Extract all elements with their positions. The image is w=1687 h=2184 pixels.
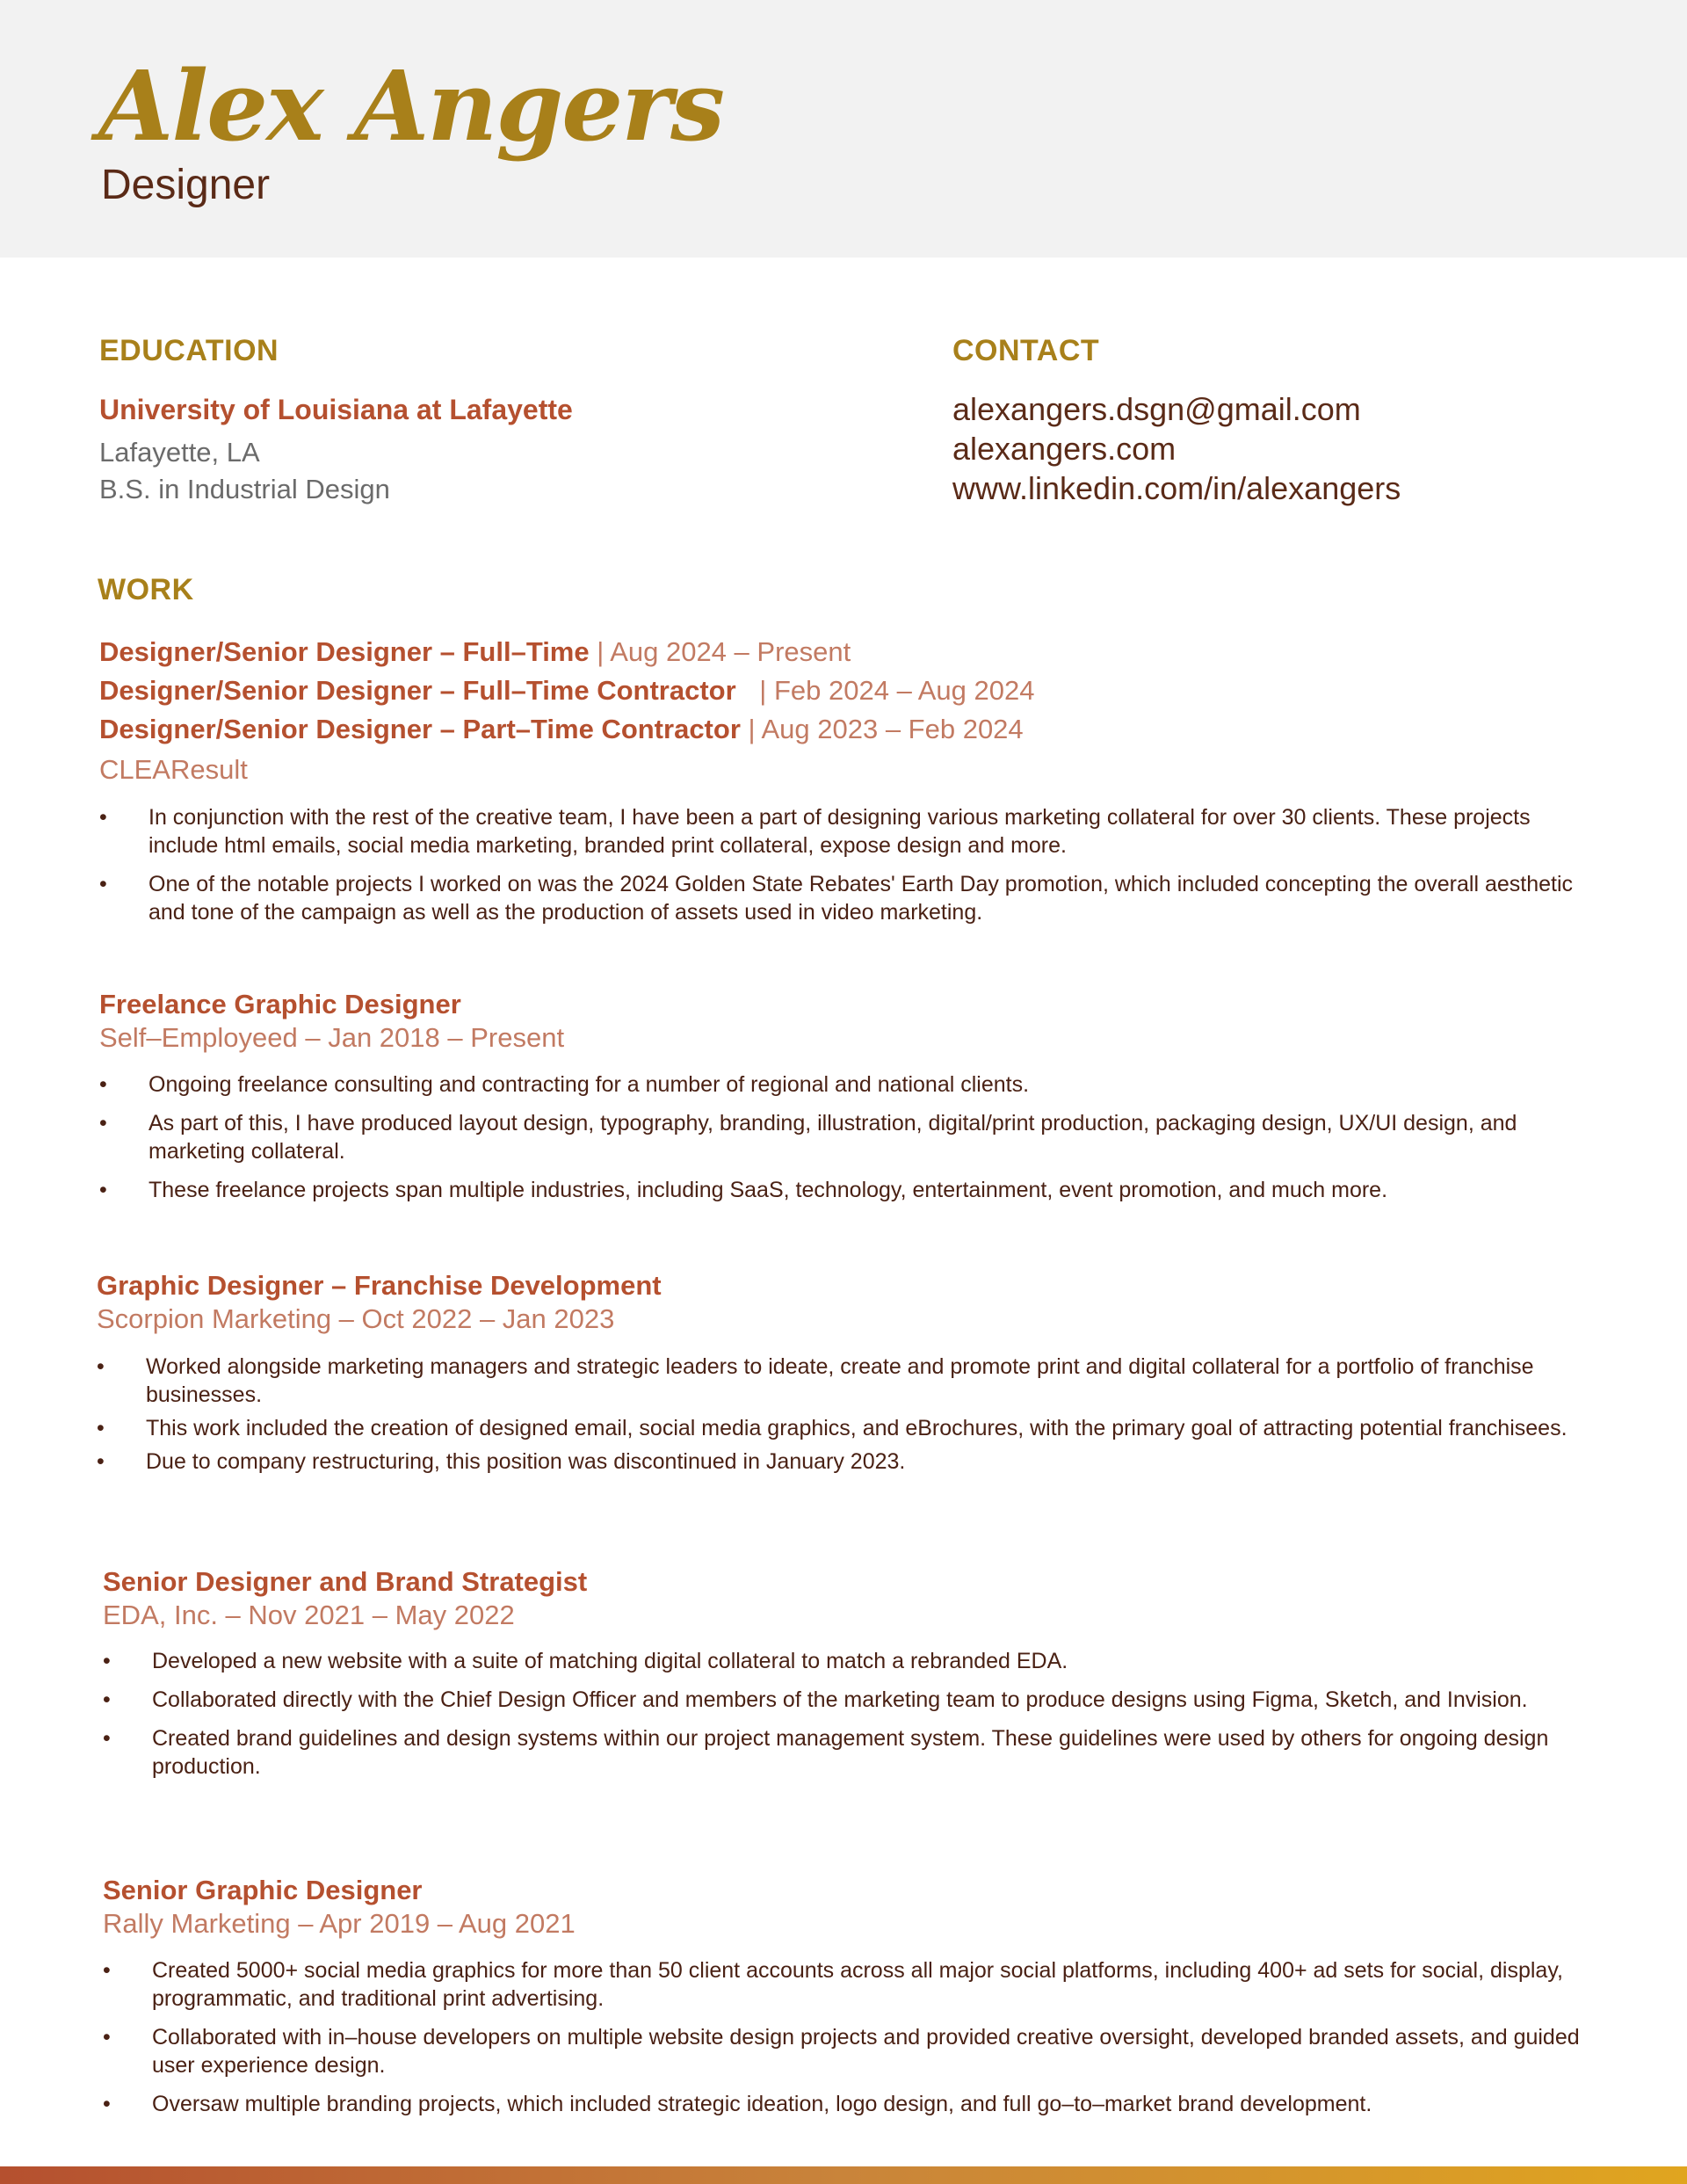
job-subtitle: Rally Marketing – Apr 2019 – Aug 2021 [103,1908,576,1939]
job-title: Graphic Designer – Franchise Development [97,1270,662,1301]
job-role-line [99,714,1024,745]
resume-name: Alex Angers [98,49,724,163]
job-role-line [99,636,851,668]
list-item: • Oversaw multiple branding projects, which included strategic ideation, logo design, and full go–to–market brand development. [103,2090,1596,2118]
list-item: • Developed a new website with a suite of matching digital collateral to match a rebranded EDA. [103,1647,1596,1675]
list-item: • In conjunction with the rest of the creative team, I have been a part of designing various marketing collateral for over 30 clients. These projects include html emails, social media marketing, branded print collateral, expose design and more. [99,803,1593,860]
job-role-dates: | Feb 2024 – Aug 2024 [759,675,1035,706]
job-bullet-list [99,1070,1593,1215]
job-bullet-list [103,1647,1596,1791]
header-band [0,0,1687,258]
resume-role: Designer [101,162,271,208]
job-company: CLEAResult [99,754,248,785]
contact-website[interactable]: alexangers.com [952,431,1177,467]
job-role-line [99,675,1034,707]
job-role-title: Designer/Senior Designer – Part–Time Contractor [99,714,741,744]
list-item: • This work included the creation of designed email, social media graphics, and eBrochures, with the primary goal of attracting potential franchisees. [97,1414,1608,1442]
job-role-title: Designer/Senior Designer – Full–Time [99,636,590,667]
list-item: • Created 5000+ social media graphics for more than 50 client accounts across all major social platforms, including 400+ ad sets for social, display, programmatic, and traditional print advertising. [103,1956,1596,2013]
job-role-title: Designer/Senior Designer – Full–Time Contractor [99,675,736,706]
contact-email[interactable]: alexangers.dsgn@gmail.com [952,391,1361,427]
job-subtitle: EDA, Inc. – Nov 2021 – May 2022 [103,1600,515,1630]
footer-gradient-bar [0,2166,1687,2184]
job-role-dates: | Aug 2024 – Present [597,636,851,667]
job-bullet-list [99,803,1593,937]
education-school: University of Louisiana at Lafayette [99,394,573,425]
work-heading: WORK [98,573,194,606]
list-item: • As part of this, I have produced layout design, typography, branding, illustration, digital/print production, packaging design, UX/UI design, and marketing collateral. [99,1109,1593,1165]
list-item: • Collaborated directly with the Chief Design Officer and members of the marketing team to produce designs using Figma, Sketch, and Invision. [103,1686,1596,1714]
job-subtitle: Scorpion Marketing – Oct 2022 – Jan 2023 [97,1303,615,1334]
education-heading: EDUCATION [99,334,279,367]
job-title: Senior Graphic Designer [103,1875,423,1905]
job-bullet-list [103,1956,1596,2129]
education-degree: B.S. in Industrial Design [99,474,390,504]
list-item: • These freelance projects span multiple industries, including SaaS, technology, entertainment, event promotion, and much more. [99,1176,1593,1204]
list-item: • Collaborated with in–house developers on multiple website design projects and provided creative oversight, developed branded assets, and guided user experience design. [103,2023,1596,2079]
contact-linkedin[interactable]: www.linkedin.com/in/alexangers [952,470,1401,506]
job-title: Senior Designer and Brand Strategist [103,1566,588,1597]
list-item: • Due to company restructuring, this position was discontinued in January 2023. [97,1448,1608,1476]
education-location: Lafayette, LA [99,437,260,468]
list-item: • Ongoing freelance consulting and contracting for a number of regional and national clients. [99,1070,1593,1099]
list-item: • One of the notable projects I worked on was the 2024 Golden State Rebates' Earth Day promotion, which included concepting the overall aesthetic and tone of the campaign as well as the production of assets used in video marketing. [99,870,1593,926]
list-item: • Worked alongside marketing managers and strategic leaders to ideate, create and promote print and digital collateral for a portfolio of franchise businesses. [97,1353,1608,1409]
job-role-dates: | Aug 2023 – Feb 2024 [748,714,1024,744]
job-subtitle: Self–Employeed – Jan 2018 – Present [99,1022,565,1053]
job-title: Freelance Graphic Designer [99,989,461,1019]
list-item: • Created brand guidelines and design systems within our project management system. These guidelines were used by others for ongoing design production. [103,1724,1596,1781]
job-bullet-list [97,1353,1608,1481]
contact-heading: CONTACT [952,334,1100,367]
